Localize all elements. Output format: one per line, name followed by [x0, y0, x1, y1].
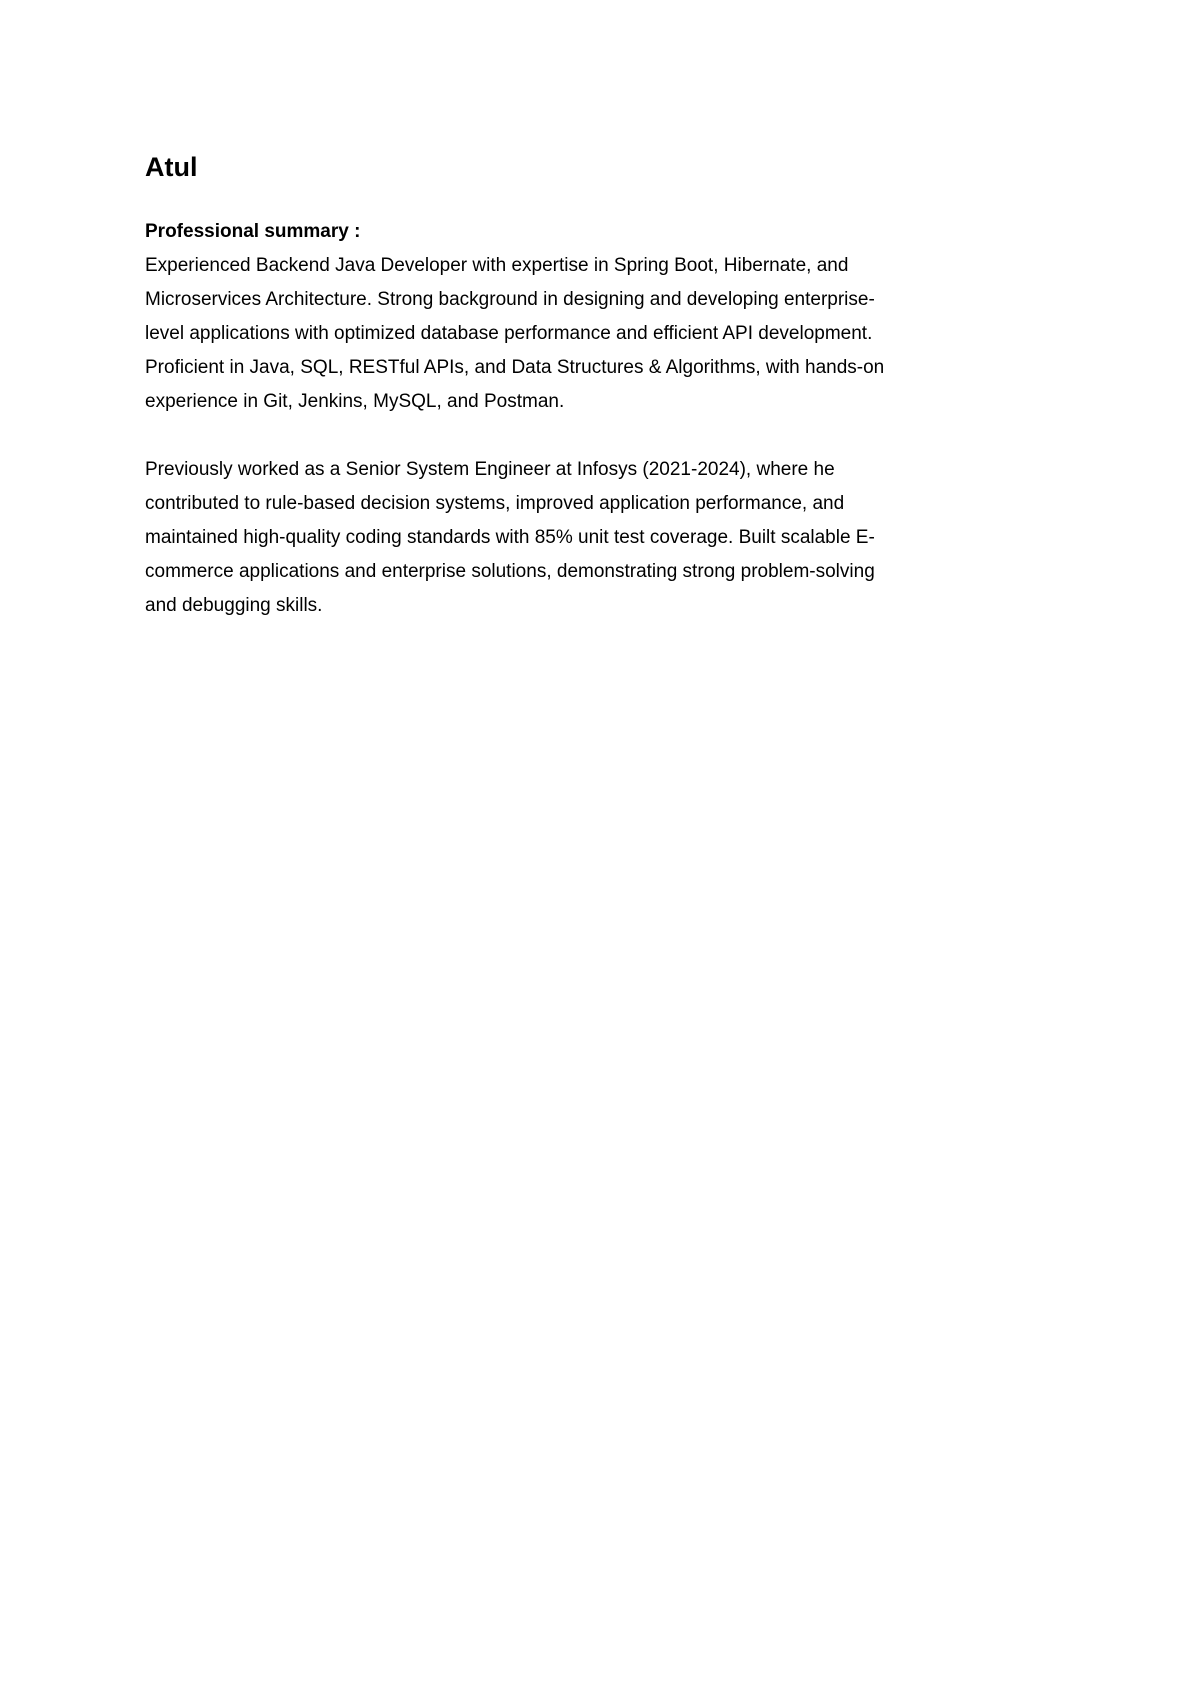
paragraph-line: maintained high-quality coding standards with 85% unit test coverage. Built scalable E-: [145, 527, 875, 548]
paragraph-line: experience in Git, Jenkins, MySQL, and Postman.: [145, 391, 565, 412]
summary-paragraph-2: [145, 453, 1045, 623]
document-content: [145, 150, 1045, 623]
paragraph-line: level applications with optimized database performance and efficient API development.: [145, 323, 873, 344]
paragraph-line: Experienced Backend Java Developer with expertise in Spring Boot, Hibernate, and: [145, 255, 849, 276]
paragraph-spacer: [145, 419, 1045, 453]
paragraph-line: contributed to rule-based decision systems, improved application performance, and: [145, 493, 845, 514]
paragraph-line: Proficient in Java, SQL, RESTful APIs, and Data Structures & Algorithms, with hands-on: [145, 357, 885, 378]
candidate-name: Atul: [145, 152, 198, 182]
summary-paragraph-1: [145, 249, 1045, 419]
paragraph-line: Previously worked as a Senior System Engineer at Infosys (2021-2024), where he: [145, 459, 835, 480]
paragraph-line: Microservices Architecture. Strong background in designing and developing enterprise-: [145, 289, 875, 310]
paragraph-line: and debugging skills.: [145, 595, 323, 616]
paragraph-line: commerce applications and enterprise solutions, demonstrating strong problem-solving: [145, 561, 875, 582]
summary-heading: Professional summary :: [145, 221, 361, 242]
